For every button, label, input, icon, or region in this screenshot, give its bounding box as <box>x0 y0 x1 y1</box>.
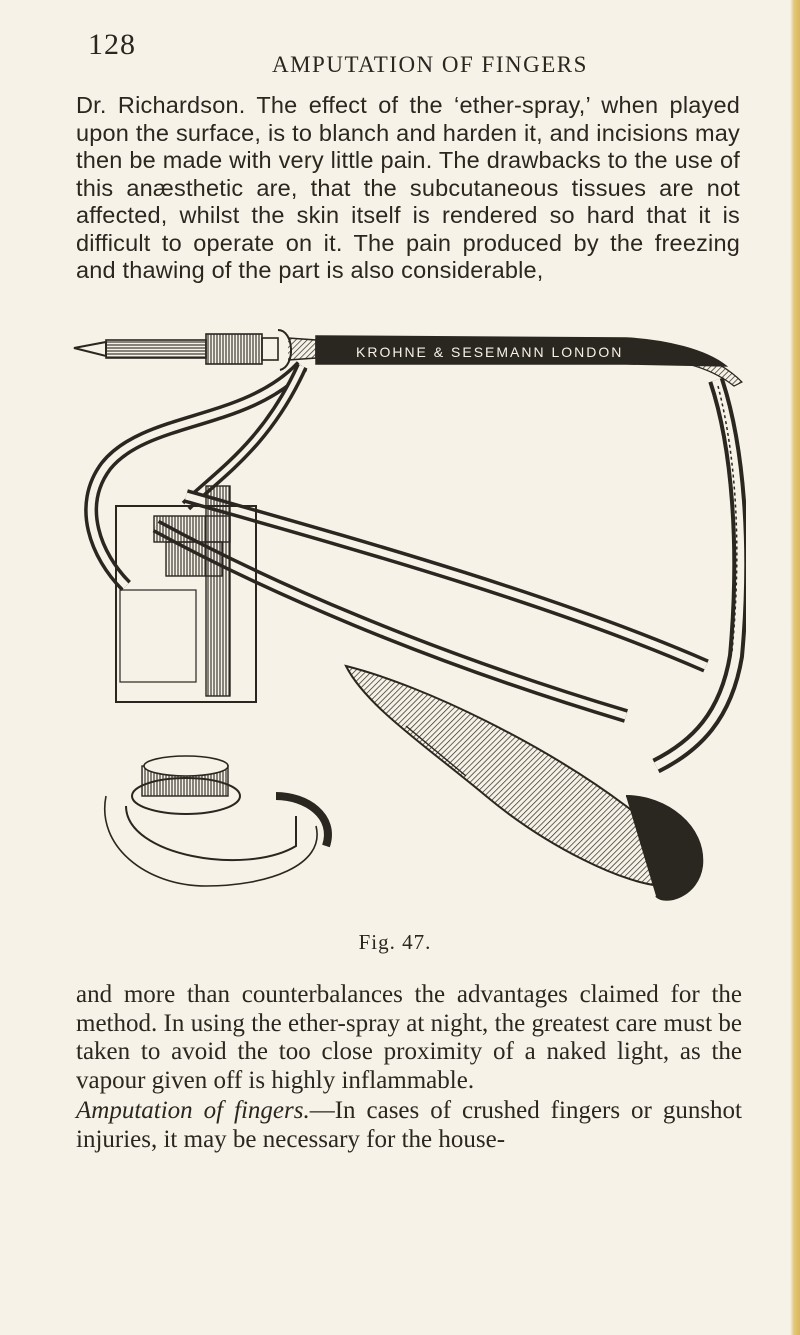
maker-engraving: KROHNE & SESEMANN LONDON <box>356 344 624 360</box>
paragraph-amputation-of-fingers <box>76 1097 742 1154</box>
section-lead-italic: Amputation of fingers. <box>76 1097 310 1124</box>
spray-nozzle <box>74 330 316 370</box>
gilt-page-edge <box>790 0 800 1335</box>
spray-barrel <box>316 336 742 386</box>
page-number: 128 <box>88 28 136 61</box>
figure-caption: Fig. 47. <box>358 930 432 954</box>
ether-spray-apparatus-illustration <box>66 326 746 924</box>
paragraph-ether-spray-cautions: and more than counterbalances the advantages claimed for the method. In using the ether-spray at night, the greatest care must be taken to avoid the too close proximity of a naked light, as the vapour given off is highly inflammable. <box>76 981 742 1094</box>
hand-bellows <box>346 666 702 900</box>
running-head: AMPUTATION OF FINGERS <box>272 52 588 77</box>
ether-bottle <box>116 486 256 702</box>
stopper <box>105 756 328 886</box>
paragraph-ether-spray-effect: Dr. Richardson. The effect of the ‘ether-spray,’ when played upon the surface, is to blanch and harden it, and incisions may then be made with very little pain. The drawbacks to the use of this anæsthetic are, that the subcutaneous tissues are not affected, whilst the skin itself is rendered so hard that it is difficult to operate on it. The pain produced by the freezing and thawing of the part is also considerable, <box>76 92 740 283</box>
paragraph-body: —In cases of crushed fingers or gunshot injuries, it may be necessary for the house- <box>76 1097 742 1153</box>
figure-ether-spray-apparatus <box>66 326 746 924</box>
